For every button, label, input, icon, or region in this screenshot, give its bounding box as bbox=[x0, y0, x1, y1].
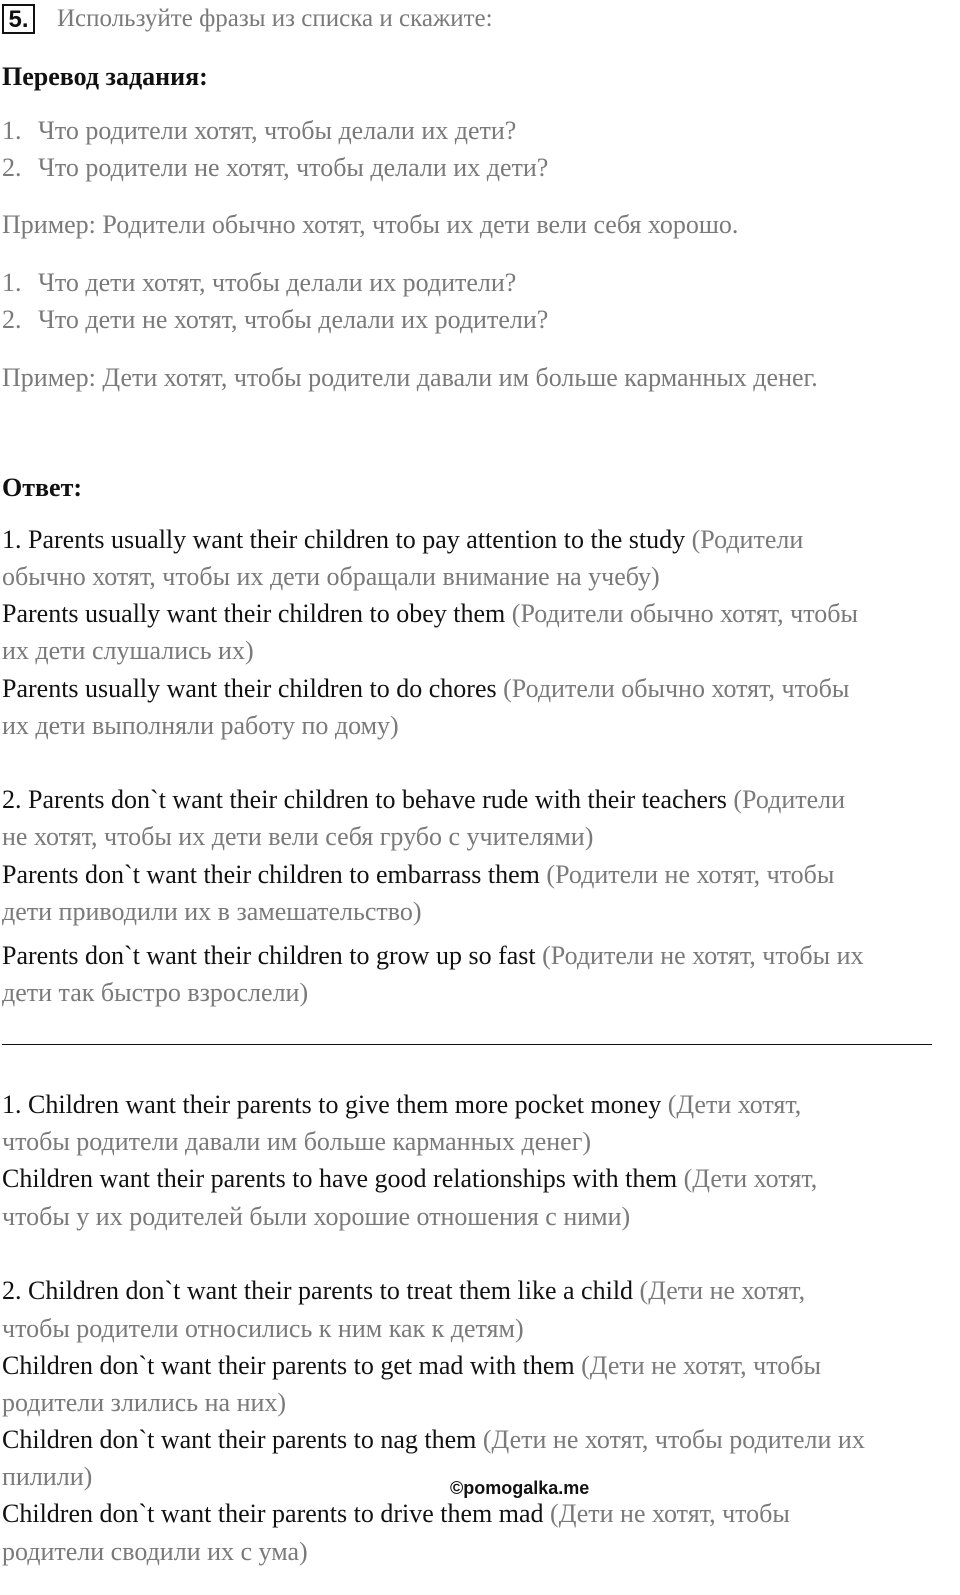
answer-russian-cont: родители злились на них) bbox=[2, 1388, 287, 1417]
answer-russian: (Дети не хотят, чтобы bbox=[543, 1499, 790, 1528]
answer-english: Children don`t want their parents to drive them mad bbox=[2, 1499, 544, 1528]
answer-russian: (Родители bbox=[726, 785, 846, 814]
answer-russian-cont: пилили) bbox=[2, 1462, 93, 1491]
translation-heading: Перевод задания: bbox=[2, 62, 208, 91]
answer-english: 1. Children want their parents to give them more pocket money bbox=[2, 1090, 662, 1119]
answer-english: 1. Parents usually want their children to pay attention to the study bbox=[2, 525, 686, 554]
watermark: ©pomogalka.me bbox=[450, 1478, 590, 1498]
list-item-text: Что родители не хотят, чтобы делали их дети? bbox=[38, 153, 549, 182]
list-item-text: Что дети хотят, чтобы делали их родители? bbox=[38, 268, 517, 297]
list-item-number: 1. bbox=[2, 116, 22, 145]
example-text: Пример: Родители обычно хотят, чтобы их дети вели себя хорошо. bbox=[2, 210, 739, 239]
section-divider bbox=[2, 1044, 932, 1045]
answer-english: Children don`t want their parents to nag them bbox=[2, 1425, 477, 1454]
answer-russian: (Дети не хотят, чтобы родители их bbox=[476, 1425, 865, 1454]
example-text: Пример: Дети хотят, чтобы родители давали им больше карманных денег. bbox=[2, 363, 818, 392]
answer-russian: (Дети хотят, bbox=[677, 1164, 818, 1193]
answer-russian-cont: их дети слушались их) bbox=[2, 636, 254, 665]
answer-english: 2. Parents don`t want their children to behave rude with their teachers bbox=[2, 785, 727, 814]
list-item-text: Что родители хотят, чтобы делали их дети? bbox=[38, 116, 517, 145]
answer-russian-cont: не хотят, чтобы их дети вели себя грубо с учителями) bbox=[2, 822, 594, 851]
answer-russian-cont: дети приводили их в замешательство) bbox=[2, 897, 422, 926]
answer-russian-cont: обычно хотят, чтобы их дети обращали внимание на учебу) bbox=[2, 562, 660, 591]
answer-english: Children want their parents to have good relationships with them bbox=[2, 1164, 678, 1193]
list-item-text: Что дети не хотят, чтобы делали их родители? bbox=[38, 305, 549, 334]
answer-russian-cont: дети так быстро взрослели) bbox=[2, 978, 309, 1007]
answer-english: Children don`t want their parents to get mad with them bbox=[2, 1351, 575, 1380]
list-item-number: 2. bbox=[2, 305, 22, 334]
answer-english: 2. Children don`t want their parents to treat them like a child bbox=[2, 1276, 634, 1305]
answer-russian: (Дети хотят, bbox=[661, 1090, 802, 1119]
answer-russian: (Дети не хотят, чтобы bbox=[574, 1351, 821, 1380]
answer-russian-cont: чтобы родители давали им больше карманных денег) bbox=[2, 1127, 592, 1156]
answer-russian: (Родители не хотят, чтобы bbox=[539, 860, 835, 889]
answer-english: Parents usually want their children to do chores bbox=[2, 674, 497, 703]
answer-english: Parents don`t want their children to embarrass them bbox=[2, 860, 540, 889]
answer-english: Parents usually want their children to obey them bbox=[2, 599, 506, 628]
answer-russian: (Дети не хотят, bbox=[633, 1276, 806, 1305]
task-number: 5. bbox=[2, 4, 35, 34]
list-item-number: 2. bbox=[2, 153, 22, 182]
answer-russian-cont: их дети выполняли работу по дому) bbox=[2, 711, 399, 740]
list-item-number: 1. bbox=[2, 268, 22, 297]
answer-russian-cont: чтобы родители относились к ним как к детям) bbox=[2, 1314, 524, 1343]
answer-russian: (Родители bbox=[685, 525, 804, 554]
answer-english: Parents don`t want their children to grow up so fast bbox=[2, 941, 536, 970]
answer-russian: (Родители не хотят, чтобы их bbox=[535, 941, 864, 970]
answer-russian: (Родители обычно хотят, чтобы bbox=[496, 674, 850, 703]
answer-russian: (Родители обычно хотят, чтобы bbox=[505, 599, 858, 628]
answer-heading: Ответ: bbox=[2, 473, 83, 502]
answer-russian-cont: родители сводили их с ума) bbox=[2, 1537, 308, 1566]
answer-russian-cont: чтобы у их родителей были хорошие отношения с ними) bbox=[2, 1202, 631, 1231]
task-title: Используйте фразы из списка и скажите: bbox=[57, 5, 493, 32]
